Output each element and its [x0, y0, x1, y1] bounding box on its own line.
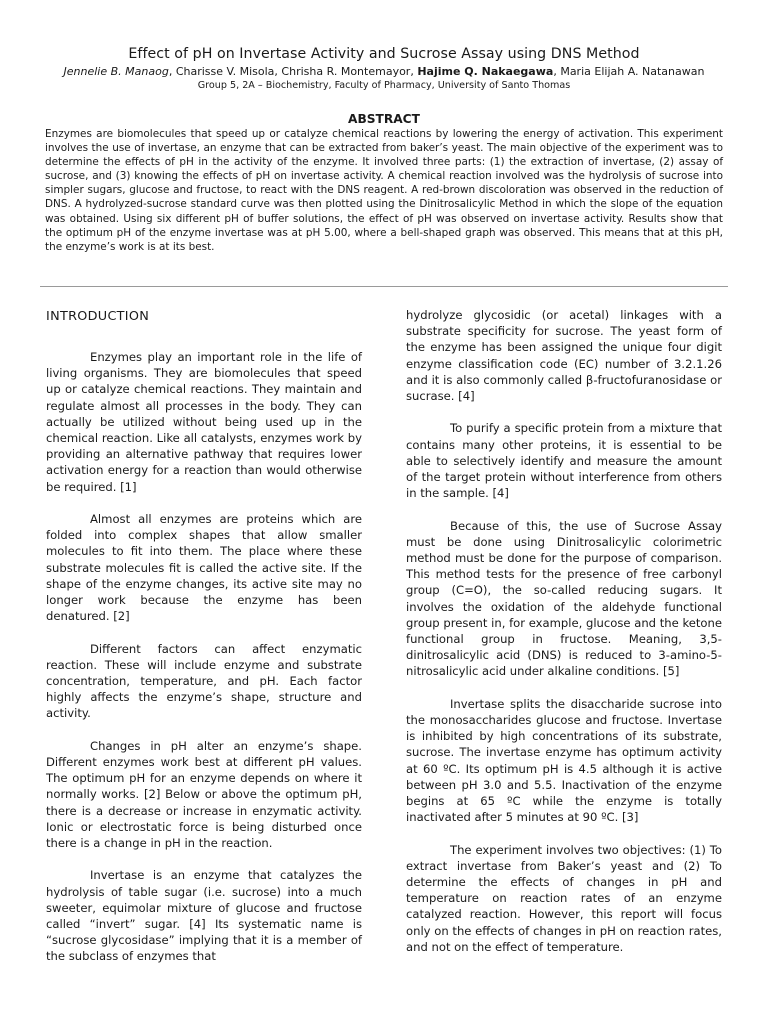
author-separator: ,	[410, 65, 418, 78]
body-paragraph: Almost all enzymes are proteins which are folded into complex shapes that allow smaller molecules to fit into them. The place where these substrate molecules fit is called the active site. If the shape of the enzyme changes, its active site may no longer work because the enzyme has been denatured. [2]	[46, 512, 362, 624]
author-separator: ,	[168, 65, 176, 78]
body-paragraph: Because of this, the use of Sucrose Assay must be done using Dinitrosalicylic colorimetric method must be done for the purpose of comparison. This method tests for the presence of free carbonyl group (C=O), the so-called reducing sugars. It involves the oxidation of the aldehyde functional group present in, for example, glucose and the ketone functional group in fructose. Meaning, 3,5-dinitrosalicylic acid (DNS) is reduced to 3-amino-5-nitrosalicylic acid under alkaline conditions. [5]	[406, 518, 722, 679]
author-name: Maria Elijah A. Natanawan	[560, 65, 705, 78]
paper-header	[40, 44, 728, 93]
abstract-heading: ABSTRACT	[348, 112, 420, 126]
body-paragraph: The experiment involves two objectives: (1) To extract invertase from Baker’s yeast and (2) To determine the effects of changes in pH and temperature on reaction rates of an enzyme catalyzed reaction. However, this report will focus only on the effects of changes in pH on reaction rates, and not on the effect of temperature.	[406, 842, 722, 954]
left-column	[46, 305, 362, 981]
author-separator: ,	[274, 65, 282, 78]
body-paragraph: Changes in pH alter an enzyme’s shape. Different enzymes work best at different pH values. The optimum pH for an enzyme depends on where it normally works. [2] Below or above the optimum pH, there is a decrease or increase in enzymatic activity. Ionic or electrostatic force is being disturbed once there is a change in pH in the reaction.	[46, 738, 362, 851]
section-divider	[40, 286, 728, 287]
body-paragraph-continued: hydrolyze glycosidic (or acetal) linkages with a substrate specificity for sucrose. The yeast form of the enzyme has been assigned the unique four digit enzyme classification code (EC) number of 3.2.1.26 and it is also commonly called β-fructofuranosidase or sucrase. [4]	[406, 308, 722, 404]
author-name: Charisse V. Misola	[175, 65, 275, 78]
body-paragraph: Invertase splits the disaccharide sucrose into the monosaccharides glucose and fructose. Invertase is inhibited by high concentrations of its substrate, sucrose. The invertase enzyme has optimum activity at 60 ºC. Its optimum pH is 4.5 although it is active between pH 3.0 and 5.5. Inactivation of the enzyme begins at 65 ºC while the enzyme is totally inactivated after 5 minutes at 90 ºC. [3]	[406, 696, 722, 825]
body-paragraph: Invertase is an enzyme that catalyzes the hydrolysis of table sugar (i.e. sucrose) into a much sweeter, equimolar mixture of glucose and fructose called “invert” sugar. [4] Its systematic name is “sucrose glycosidase” implying that it is a member of the subclass of enzymes that	[46, 868, 362, 964]
right-column	[406, 307, 722, 971]
author-name: Jennelie B. Manaog	[63, 65, 169, 78]
abstract-text: Enzymes are biomolecules that speed up or catalyze chemical reactions by lowering the energy of activation. This experiment involves the use of invertase, an enzyme that can be extracted from baker’s yeast. The main objective of the experiment was to determine the effects of pH in the activity of the enzyme. It involved three parts: (1) the extraction of invertase, (2) assay of sucrose, and (3) knowing the effects of pH on invertase activity. A chemical reaction involved was the hydrolysis of sucrose into simpler sugars, glucose and fructose, to react with the DNS reagent. A red-brown discoloration was observed in the reduction of DNS. A hydrolyzed-sucrose standard curve was then plotted using the Dinitrosalicylic Method in which the slope of the equation was obtained. Using six different pH of buffer solutions, the effect of pH was observed on invertase activity. Results show that the optimum pH of the enzyme invertase was at pH 5.00, where a bell-shaped graph was observed. This means that at this pH, the enzyme’s work is at its best.	[45, 128, 723, 253]
body-paragraph: To purify a specific protein from a mixture that contains many other proteins, it is essential to be able to selectively identify and measure the amount of the target protein without interference from others in the sample. [4]	[406, 421, 722, 501]
body-paragraph: Enzymes play an important role in the life of living organisms. They are biomolecules that speed up or catalyze chemical reactions. They maintain and regulate almost all processes in the body. They can actually be utilized without being used up in the chemical reaction. Like all catalysts, enzymes work by providing an alternative pathway that requires lower activation energy for a reaction than would otherwise be required. [1]	[46, 350, 362, 494]
author-name: Hajime Q. Nakaegawa	[417, 65, 554, 78]
author-list	[40, 64, 728, 79]
body-paragraph: Different factors can affect enzymatic reaction. These will include enzyme and substrate concentration, temperature, and pH. Each factor highly affects the enzyme’s shape, structure and activity.	[46, 641, 362, 721]
introduction-heading: INTRODUCTION	[46, 309, 150, 324]
paper-title: Effect of pH on Invertase Activity and Sucrose Assay using DNS Method	[128, 46, 640, 62]
author-name: Chrisha R. Montemayor	[281, 65, 411, 78]
affiliation: Group 5, 2A – Biochemistry, Faculty of Pharmacy, University of Santo Thomas	[197, 80, 571, 91]
author-separator: ,	[553, 65, 561, 78]
